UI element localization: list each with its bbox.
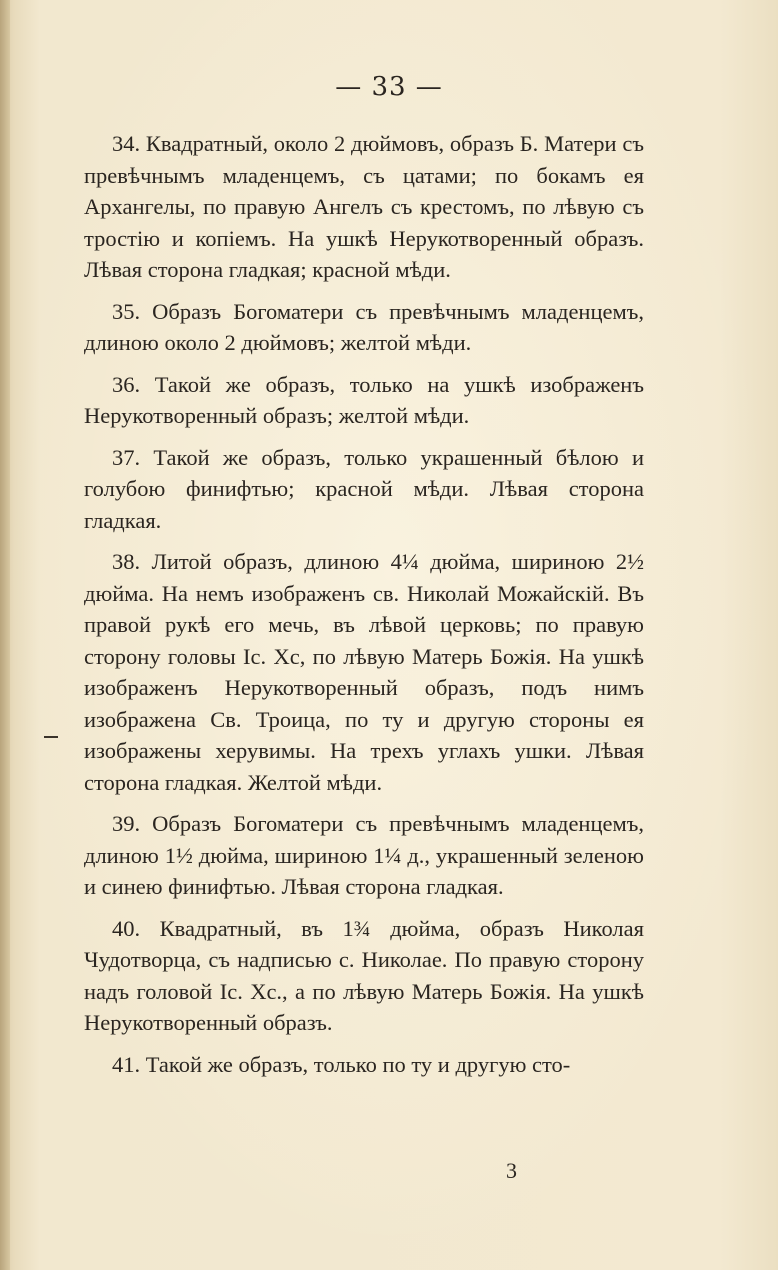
- catalog-entry-37: [84, 442, 644, 537]
- entry-text: 37. Такой же образъ, только украшенный бѣлою и голубою финифтью; красной мѣди. Лѣвая сторона гладкая.: [84, 444, 644, 533]
- entry-text: 40. Квадратный, въ 1¾ дюйма, образъ Николая Чудотворца, съ надписью с. Николае. По правую сторону надъ головой Іс. Хс., а по лѣвую Матерь Божія. На ушкѣ Нерукотворенный образъ.: [84, 915, 644, 1035]
- catalog-entry-40: [84, 913, 644, 1039]
- page-binding-edge: [0, 0, 10, 1270]
- catalog-entry-34: [84, 128, 644, 286]
- entry-text: 35. Образъ Богоматери съ превѣчнымъ младенцемъ, длиною около 2 дюймовъ; желтой мѣди.: [84, 298, 644, 355]
- page-number-header: — 33 —: [335, 72, 443, 102]
- entry-text: 39. Образъ Богоматери съ превѣчнымъ младенцемъ, длиною 1½ дюйма, шириною 1¼ д., украшенный зеленою и синею финифтью. Лѣвая сторона гладкая.: [84, 811, 644, 899]
- margin-mark: [44, 736, 58, 738]
- catalog-entry-41: [84, 1049, 644, 1081]
- catalog-text: [84, 128, 644, 1090]
- entry-text: 34. Квадратный, около 2 дюймовъ, образъ Б. Матери съ превѣчнымъ младенцемъ, съ цатами; по бокамъ ея Архангелы, по правую Ангелъ съ крестомъ, по лѣвую съ тростію и копіемъ. На ушкѣ Нерукотворенный образъ. Лѣвая сторона гладкая; красной мѣди.: [84, 131, 644, 282]
- catalog-entry-39: [84, 808, 644, 903]
- catalog-entry-36: [84, 369, 644, 432]
- entry-text: 38. Литой образъ, длиною 4¼ дюйма, шириною 2½ дюйма. На немъ изображенъ св. Николай Можайскій. Въ правой рукѣ его мечь, въ лѣвой церковь; по правую сторону головы Іс. Хс, по лѣвую Матерь Божія. На ушкѣ изображенъ Нерукотворенный образъ, подъ нимъ изображена Св. Троица, по ту и другую стороны ея изображены херувимы. На трехъ углахъ ушки. Лѣвая сторона гладкая. Желтой мѣди.: [84, 549, 644, 795]
- entry-text: 36. Такой же образъ, только на ушкѣ изображенъ Нерукотворенный образъ; желтой мѣди.: [84, 371, 644, 428]
- printer-signature-mark: 3: [506, 1158, 517, 1183]
- catalog-entry-38: [84, 546, 644, 798]
- catalog-entry-35: [84, 296, 644, 359]
- entry-text: 41. Такой же образъ, только по ту и другую сто-: [112, 1051, 571, 1077]
